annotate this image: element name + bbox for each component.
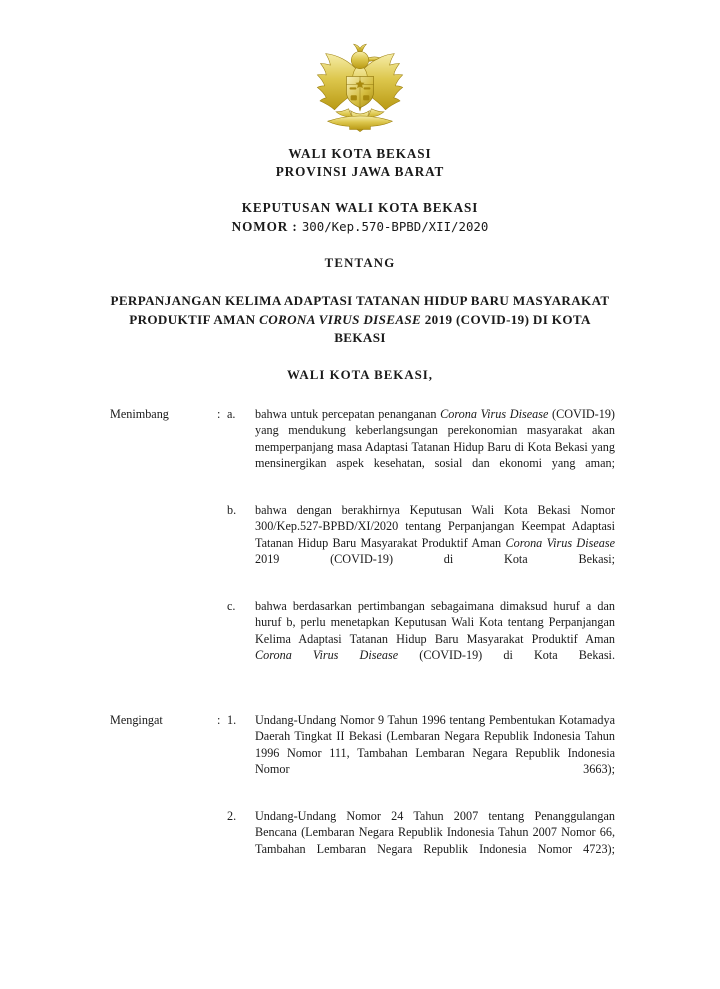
- tentang-heading: TENTANG: [324, 256, 396, 270]
- clause-text-plain: (COVID-19) yang mendukung keberlangsungan perekonomian masyarakat akan memperpanjang masa Adaptasi Tatanan Hidup Baru di Kota Bekasi yang mensinergikan aspek kesehatan, sosial dan ekonomi yang aman;: [255, 407, 615, 471]
- clause-item: [219, 502, 615, 584]
- document-header: [0, 145, 720, 236]
- clause-marker: 2.: [227, 809, 237, 824]
- clause-item: [219, 808, 615, 874]
- clause-text: [255, 712, 615, 794]
- section-mengingat: [110, 712, 615, 874]
- clause-text-plain: bahwa berdasarkan pertimbangan sebagaimana dimaksud huruf a dan huruf b, perlu menetapkan Keputusan Wali Kota tentang Perpanjangan Kelima Adaptasi Tatanan Hidup Baru Masyarakat Produktif Aman: [255, 599, 615, 646]
- clause-marker: 1.: [227, 713, 237, 727]
- emblem-container: [0, 38, 720, 142]
- header-line-keputusan: KEPUTUSAN WALI KOTA BEKASI: [241, 200, 479, 215]
- clause-text-plain: Undang-Undang Nomor 9 Tahun 1996 tentang Pembentukan Kotamadya Daerah Tingkat II Bekasi (Lembaran Negara Republik Indonesia Tahun 1996 Nomor 111, Tambahan Lembaran Negara Republik Indonesia Nomor 3663);: [255, 713, 615, 777]
- clause-text-italic: Corona Virus Disease: [255, 648, 399, 663]
- clause-text-plain: bahwa dengan berakhirnya Keputusan Wali Kota Bekasi Nomor 300/Kep.527-BPBD/XI/2020 tentang Perpanjangan Keempat Adaptasi Tatanan Hidup Baru Masyarakat Produktif Aman: [255, 503, 615, 550]
- addressee-heading: WALI KOTA BEKASI,: [286, 368, 434, 382]
- header-nomor: [0, 217, 720, 236]
- page-title: [110, 292, 610, 348]
- header-spacer: [0, 181, 720, 199]
- garuda-pancasila-emblem: [308, 38, 412, 142]
- clause-item: [219, 598, 615, 680]
- header-line-wali-kota: WALI KOTA BEKASI: [288, 146, 432, 161]
- section-label-menimbang: Menimbang: [110, 407, 169, 421]
- clause-list-menimbang: [219, 406, 615, 680]
- clause-text-plain: Undang-Undang Nomor 24 Tahun 2007 tentang Penanggulangan Bencana (Lembaran Negara Republik Indonesia Tahun 2007 Nomor 66, Tambahan Lembaran Negara Republik Indonesia Nomor 4723);: [255, 809, 615, 856]
- clause-marker: b.: [227, 503, 237, 518]
- clause-text: [255, 502, 615, 584]
- clause-text-plain: 2019 (COVID-19) di Kota Bekasi;: [255, 552, 615, 567]
- clause-text-plain: (COVID-19) di Kota Bekasi.: [398, 648, 615, 663]
- title-line-1: PERPANJANGAN KELIMA ADAPTASI TATANAN HIDUP BARU: [110, 293, 510, 308]
- nomor-label: NOMOR :: [231, 219, 298, 234]
- clause-colon: :: [217, 407, 221, 421]
- header-line-provinsi: PROVINSI JAWA BARAT: [275, 164, 445, 179]
- title-line-3: (COVID-19) DI KOTA BEKASI: [334, 311, 591, 346]
- section-menimbang: [110, 406, 615, 680]
- title-line-2-italic: CORONA VIRUS DISEASE: [259, 311, 422, 327]
- nomor-value: 300/Kep.570-BPBD/XII/2020: [301, 219, 489, 234]
- clause-list-mengingat: [219, 712, 615, 874]
- clause-text: [255, 808, 615, 874]
- clause-text: [255, 406, 615, 488]
- title-line-2-pre: MASYARAKAT PRODUKTIF AMAN: [129, 293, 610, 327]
- title-line-2-post: 2019: [421, 311, 453, 327]
- clause-item: [219, 406, 615, 488]
- clause-colon: :: [217, 713, 221, 727]
- clause-marker: c.: [227, 599, 236, 614]
- clause-item: [219, 712, 615, 794]
- clause-marker: a.: [227, 407, 236, 421]
- clause-text-italic: Corona Virus Disease: [505, 535, 615, 550]
- clause-text-italic: Corona Virus Disease: [440, 407, 549, 421]
- clause-text-plain: bahwa untuk percepatan penanganan: [255, 407, 441, 421]
- section-label-mengingat: Mengingat: [110, 713, 163, 727]
- clause-text: [255, 598, 615, 680]
